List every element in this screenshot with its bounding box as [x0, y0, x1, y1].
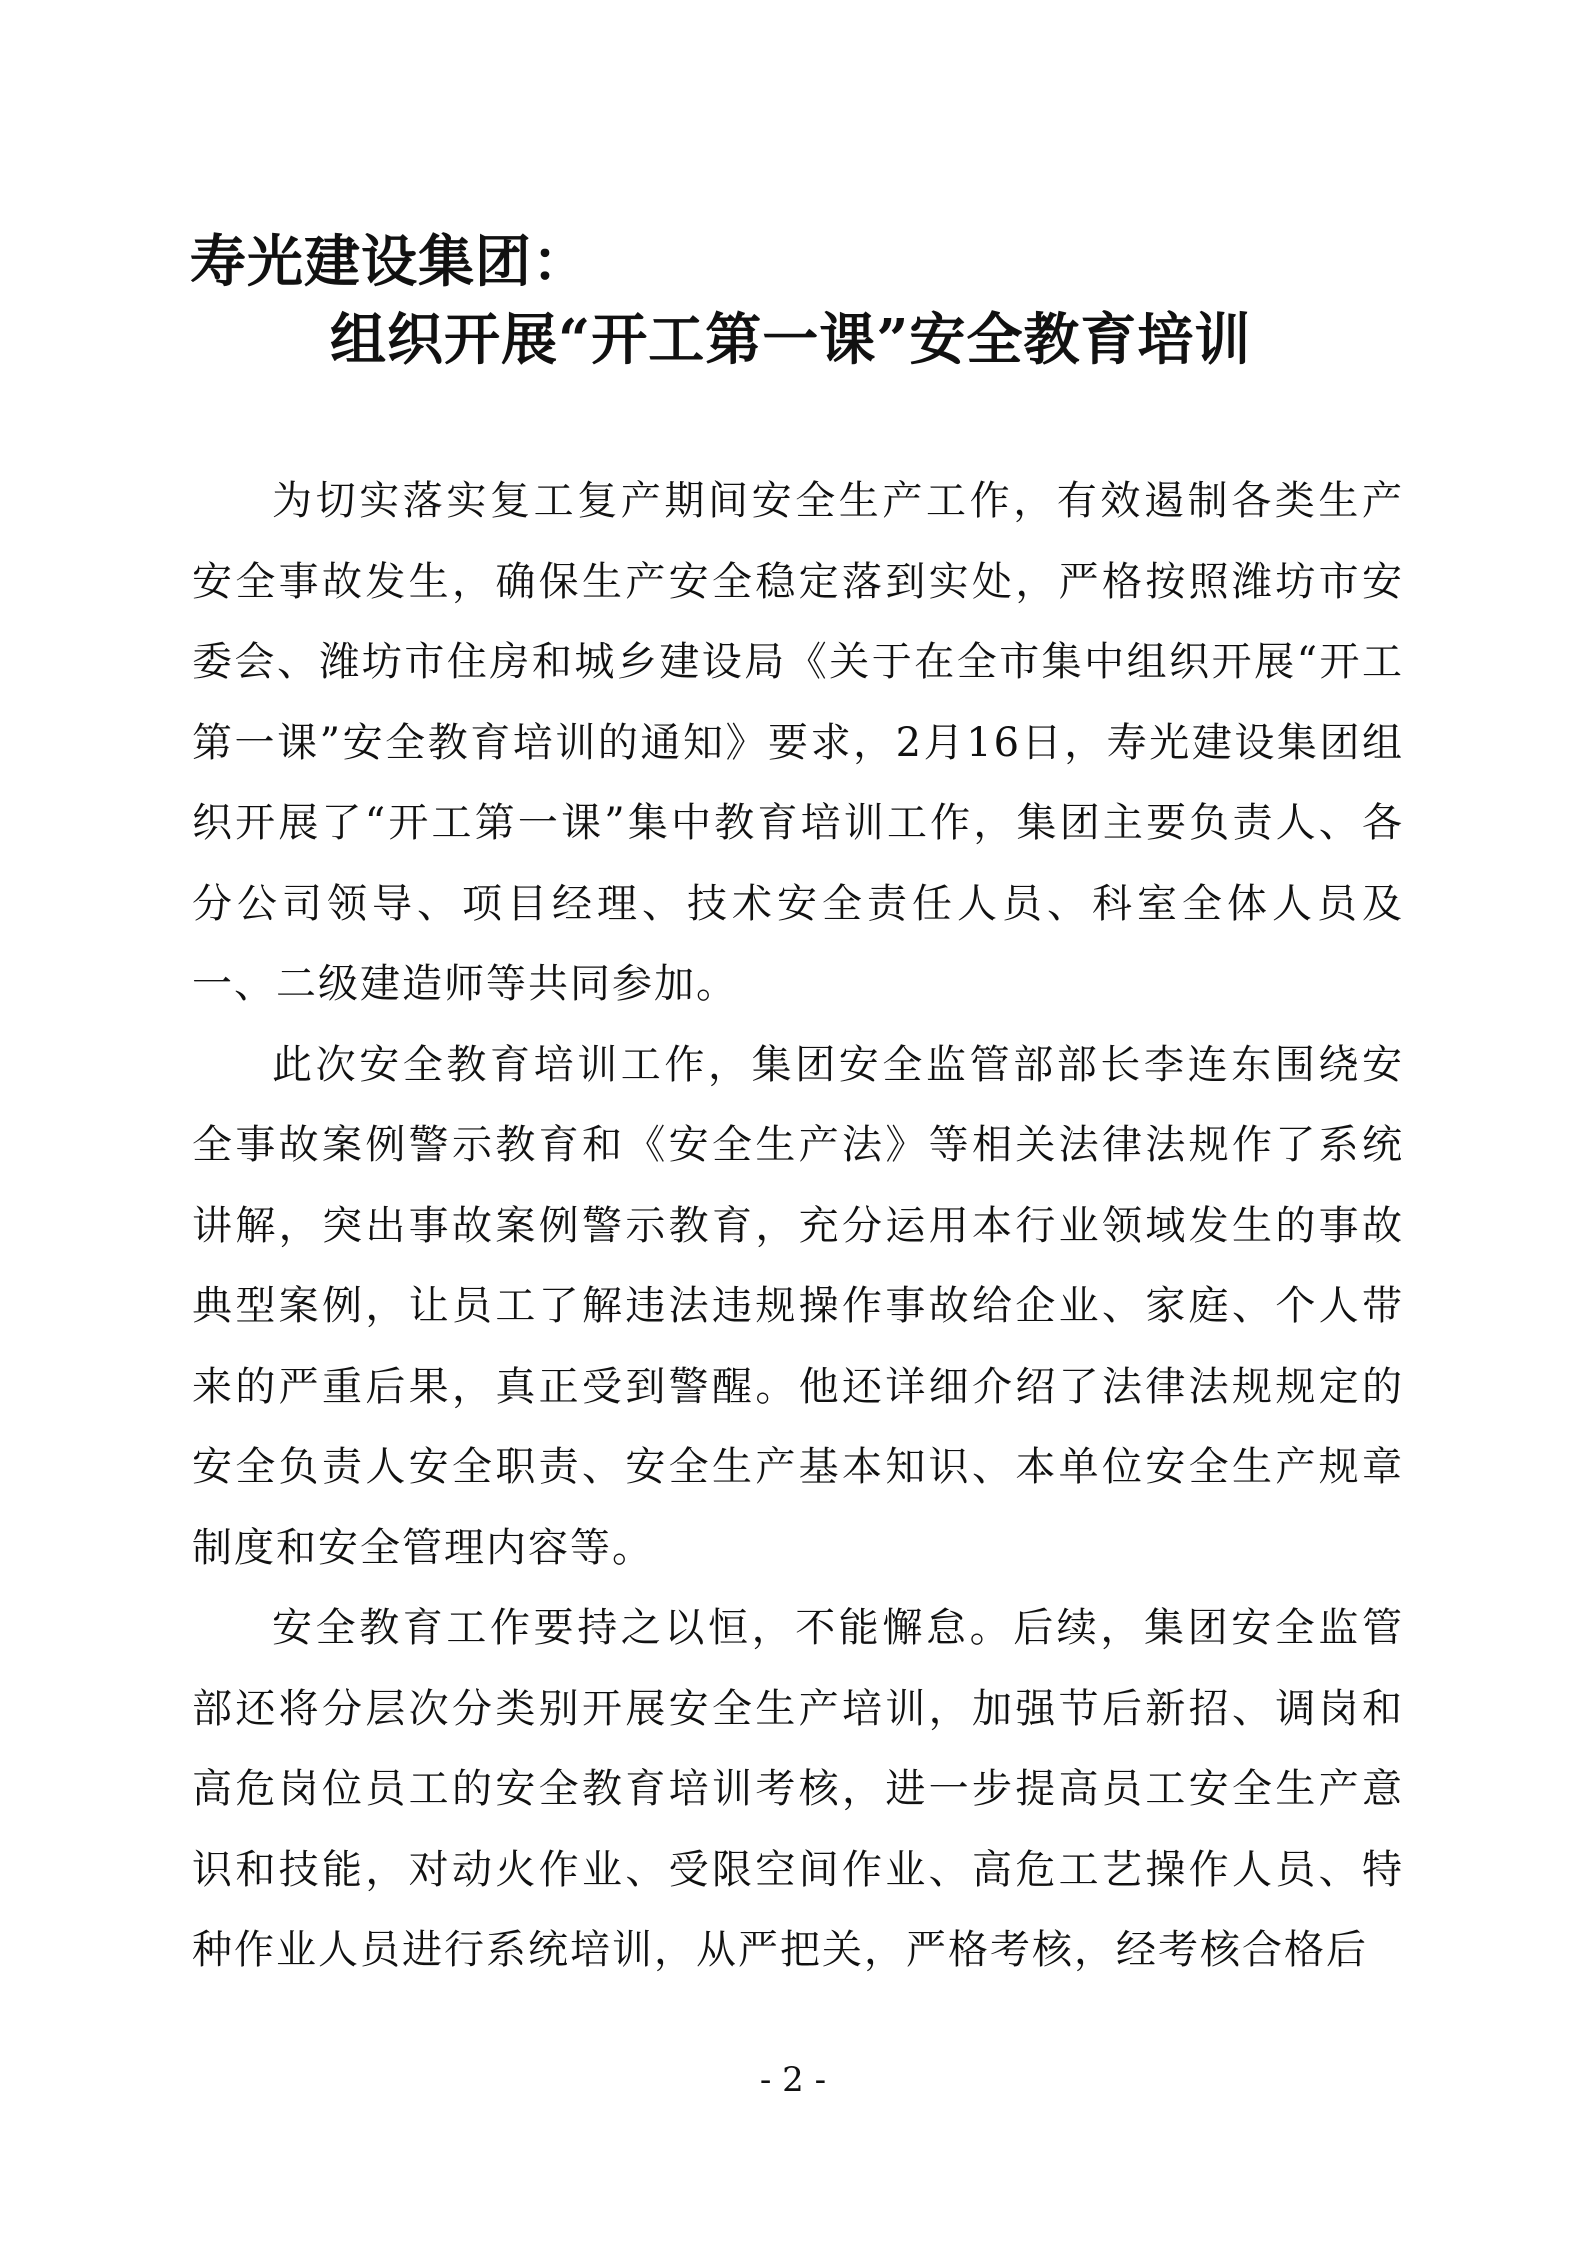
body-paragraph-3: 安全教育工作要持之以恒，不能懈怠。后续，集团安全监管部还将分层次分类别开展安全生产培训，加强节后新招、调岗和高危岗位员工的安全教育培训考核，进一步提高员工安全生产意识和技能，对动火作业、受限空间作业、高危工艺操作人员、特种作业人员进行系统培训，从严把关，严格考核，经考核合格后 — [192, 1605, 1404, 1973]
body-paragraph-1: 为切实落实复工复产期间安全生产工作，有效遏制各类生产安全事故发生，确保生产安全稳定落到实处，严格按照潍坊市安委会、潍坊市住房和城乡建设局《关于在全市集中组织开展“开工第一课”安全教育培训的通知》要求，2月16日，寿光建设集团组织开展了“开工第一课”集中教育培训工作，集团主要负责人、各分公司领导、项目经理、技术安全责任人员、科室全体人员及一、二级建造师等共同参加。 — [192, 478, 1404, 1007]
body-paragraph-2: 此次安全教育培训工作，集团安全监管部部长李连东围绕安全事故案例警示教育和《安全生产法》等相关法律法规作了系统讲解，突出事故案例警示教育，充分运用本行业领域发生的事故典型案例，让员工了解违法违规操作事故给企业、家庭、个人带来的严重后果，真正受到警醒。他还详细介绍了法律法规规定的安全负责人安全职责、安全生产基本知识、本单位安全生产规章制度和安全管理内容等。 — [192, 1041, 1404, 1571]
page-number: - 2 - — [759, 2060, 827, 2100]
document-title-line2: 组织开展“开工第一课”安全教育培训 — [330, 307, 1252, 373]
document-body — [192, 461, 1404, 1991]
document-title-line1: 寿光建设集团： — [190, 229, 589, 295]
